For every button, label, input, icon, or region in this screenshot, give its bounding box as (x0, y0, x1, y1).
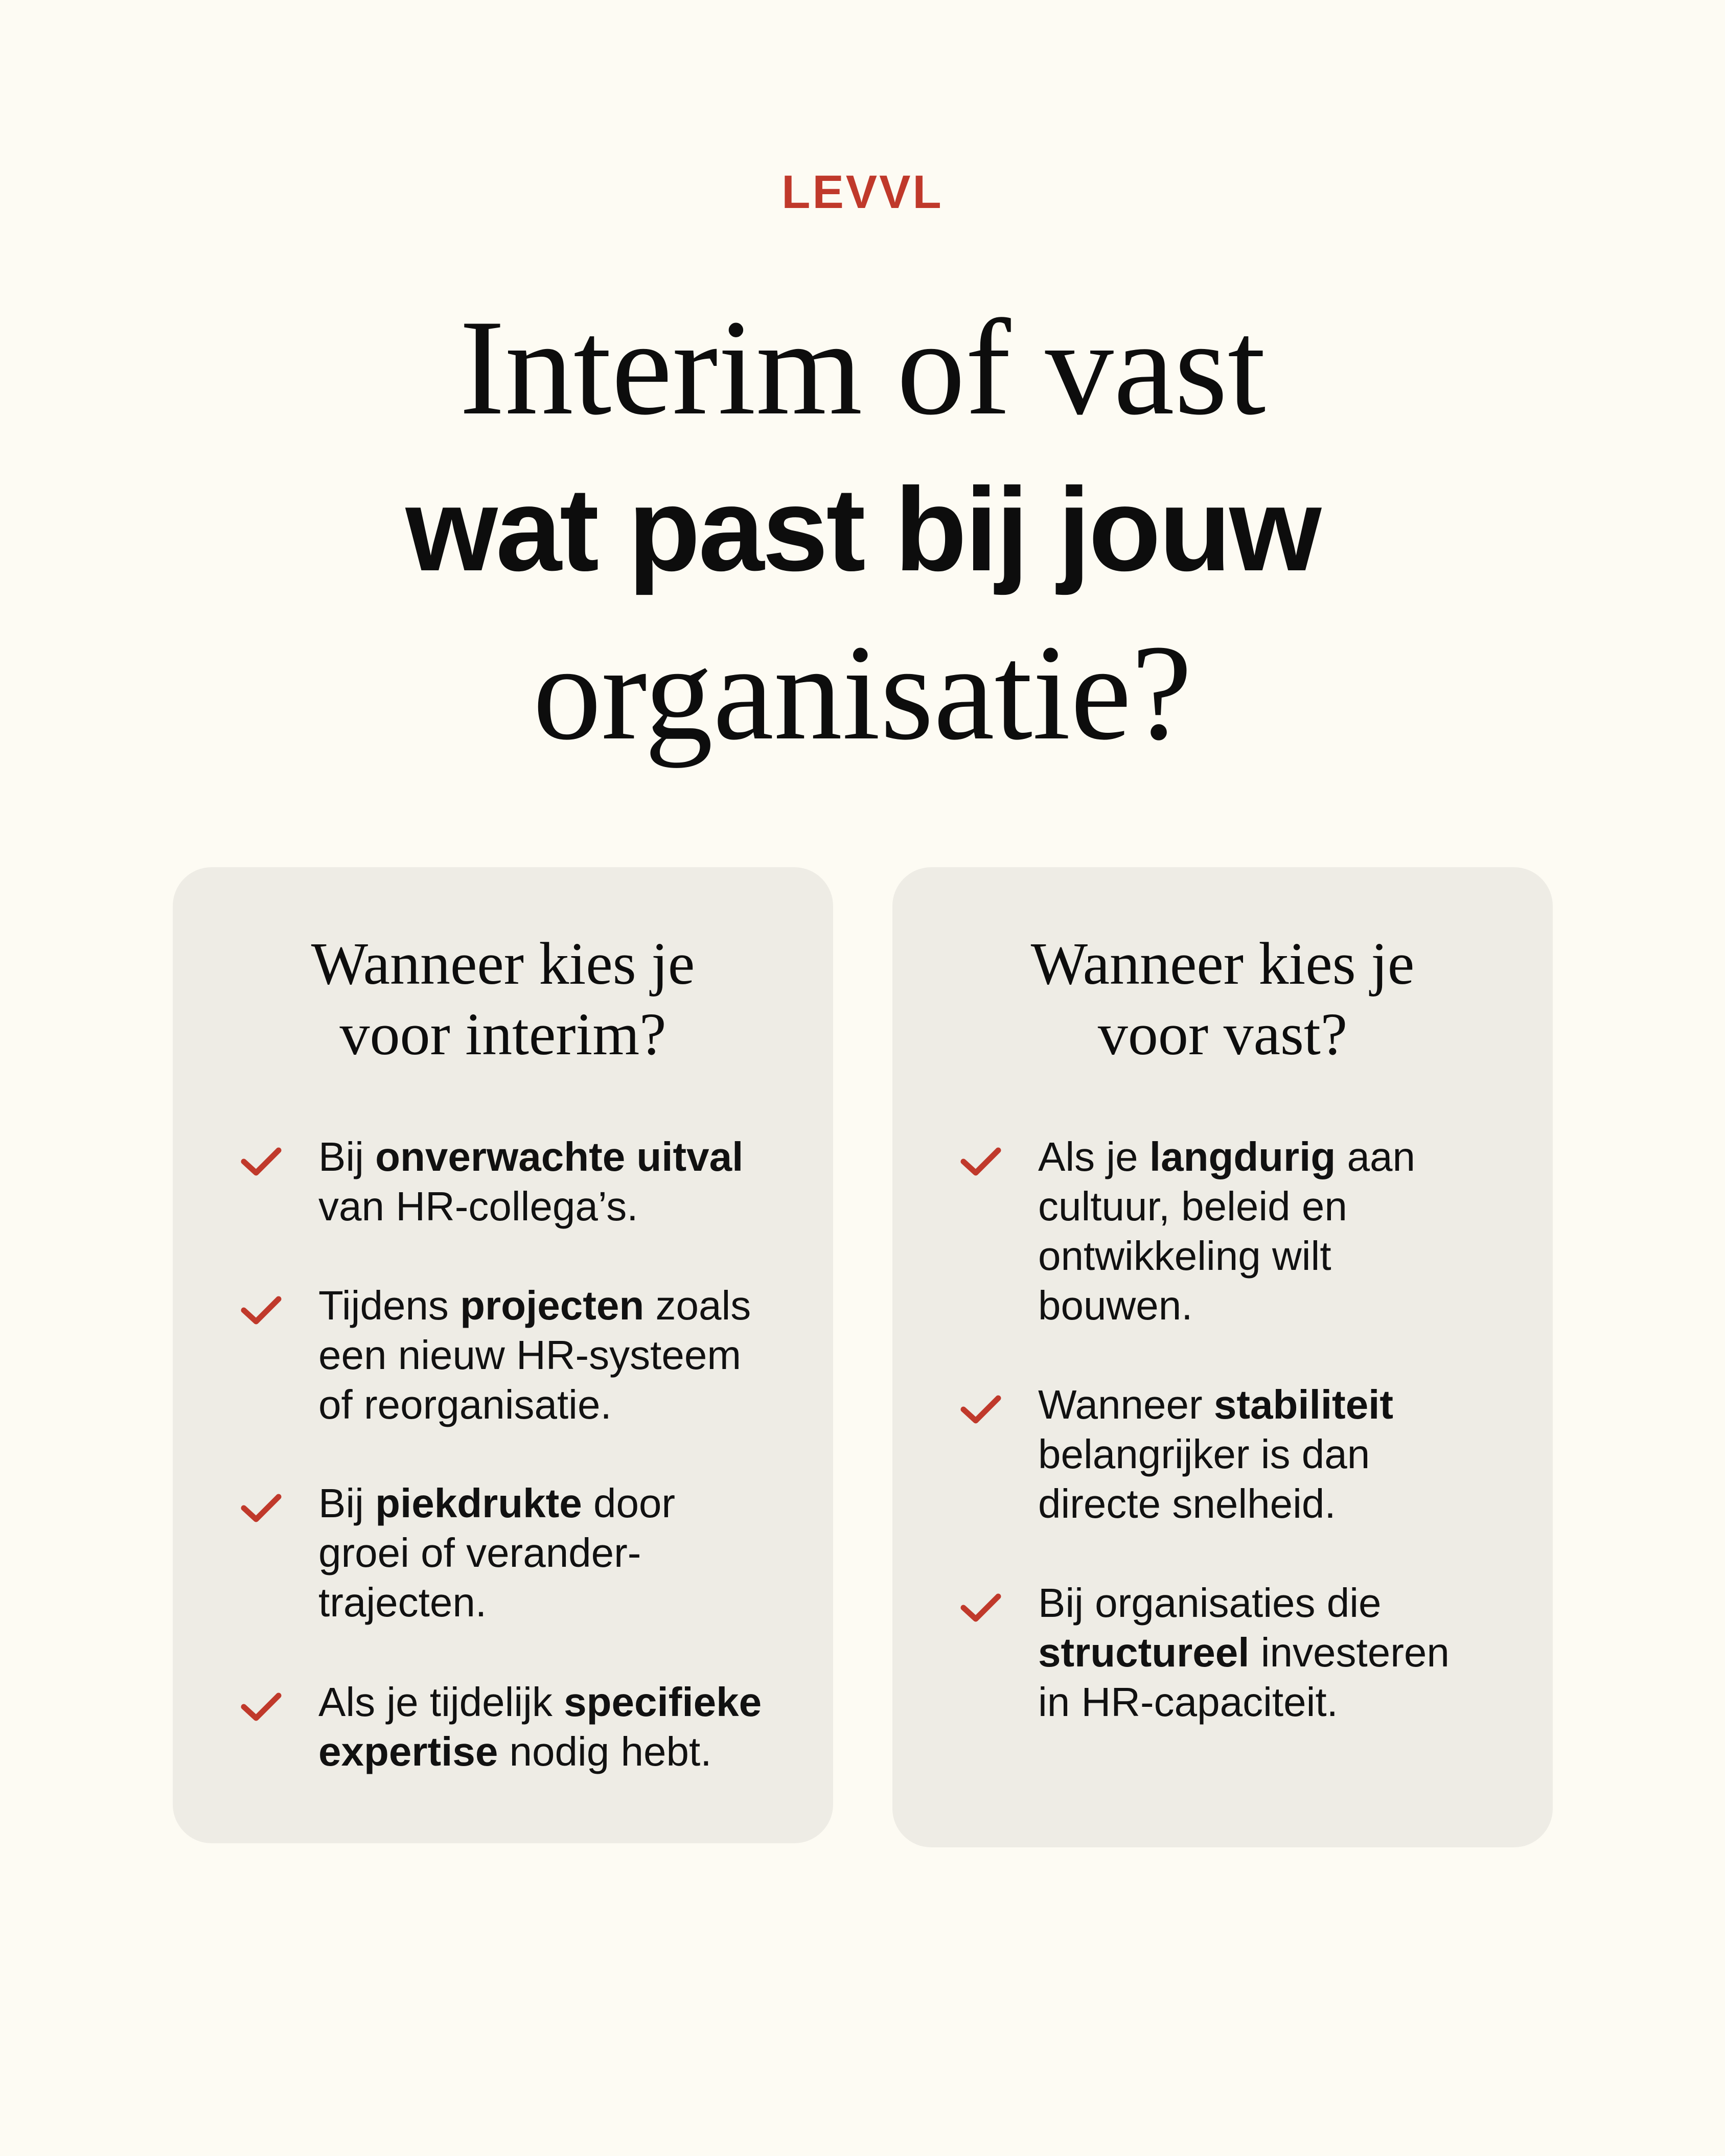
check-icon (241, 1146, 282, 1177)
list-item-text: Bij piekdrukte door groei of verander- trajecten. (318, 1480, 676, 1625)
interim-list (173, 867, 833, 1843)
list-item-text: Bij organisaties die structureel investeren in HR-capaciteit. (1038, 1580, 1450, 1725)
check-icon (960, 1146, 1001, 1177)
page-headline (0, 286, 1725, 774)
list-item-text: Als je langdurig aan cultuur, beleid en ontwikkeling wilt bouwen. (1038, 1134, 1415, 1328)
headline-line-3: organisatie? (533, 616, 1192, 768)
check-icon (241, 1493, 282, 1523)
interim-card-title-line-2: voor interim? (339, 1001, 666, 1068)
list-item-text: Bij onverwachte uitval van HR-collega’s. (318, 1134, 744, 1229)
check-icon (960, 1592, 1001, 1623)
check-icon (241, 1691, 282, 1722)
headline-line-2: wat past bij jouw (405, 463, 1320, 596)
vast-card-title-line-1: Wanneer kies je (1030, 930, 1415, 997)
check-icon (960, 1394, 1001, 1425)
interim-card-title-line-1: Wanneer kies je (311, 930, 695, 997)
headline-line-1: Interim of vast (459, 291, 1266, 443)
interim-card (173, 867, 833, 1843)
brand-logo: LEVVL (781, 166, 944, 218)
list-item-text: Als je tijdelijk specifieke expertise nodig hebt. (318, 1679, 762, 1774)
check-icon (241, 1295, 282, 1326)
vast-card-title-line-2: voor vast? (1097, 1001, 1348, 1068)
list-item-text: Wanneer stabiliteit belangrijker is dan directe snelheid. (1038, 1382, 1394, 1526)
vast-card (892, 867, 1553, 1847)
vast-list (892, 867, 1553, 1847)
list-item-text: Tijdens projecten zoals een nieuw HR-systeem of reorganisatie. (318, 1283, 751, 1427)
